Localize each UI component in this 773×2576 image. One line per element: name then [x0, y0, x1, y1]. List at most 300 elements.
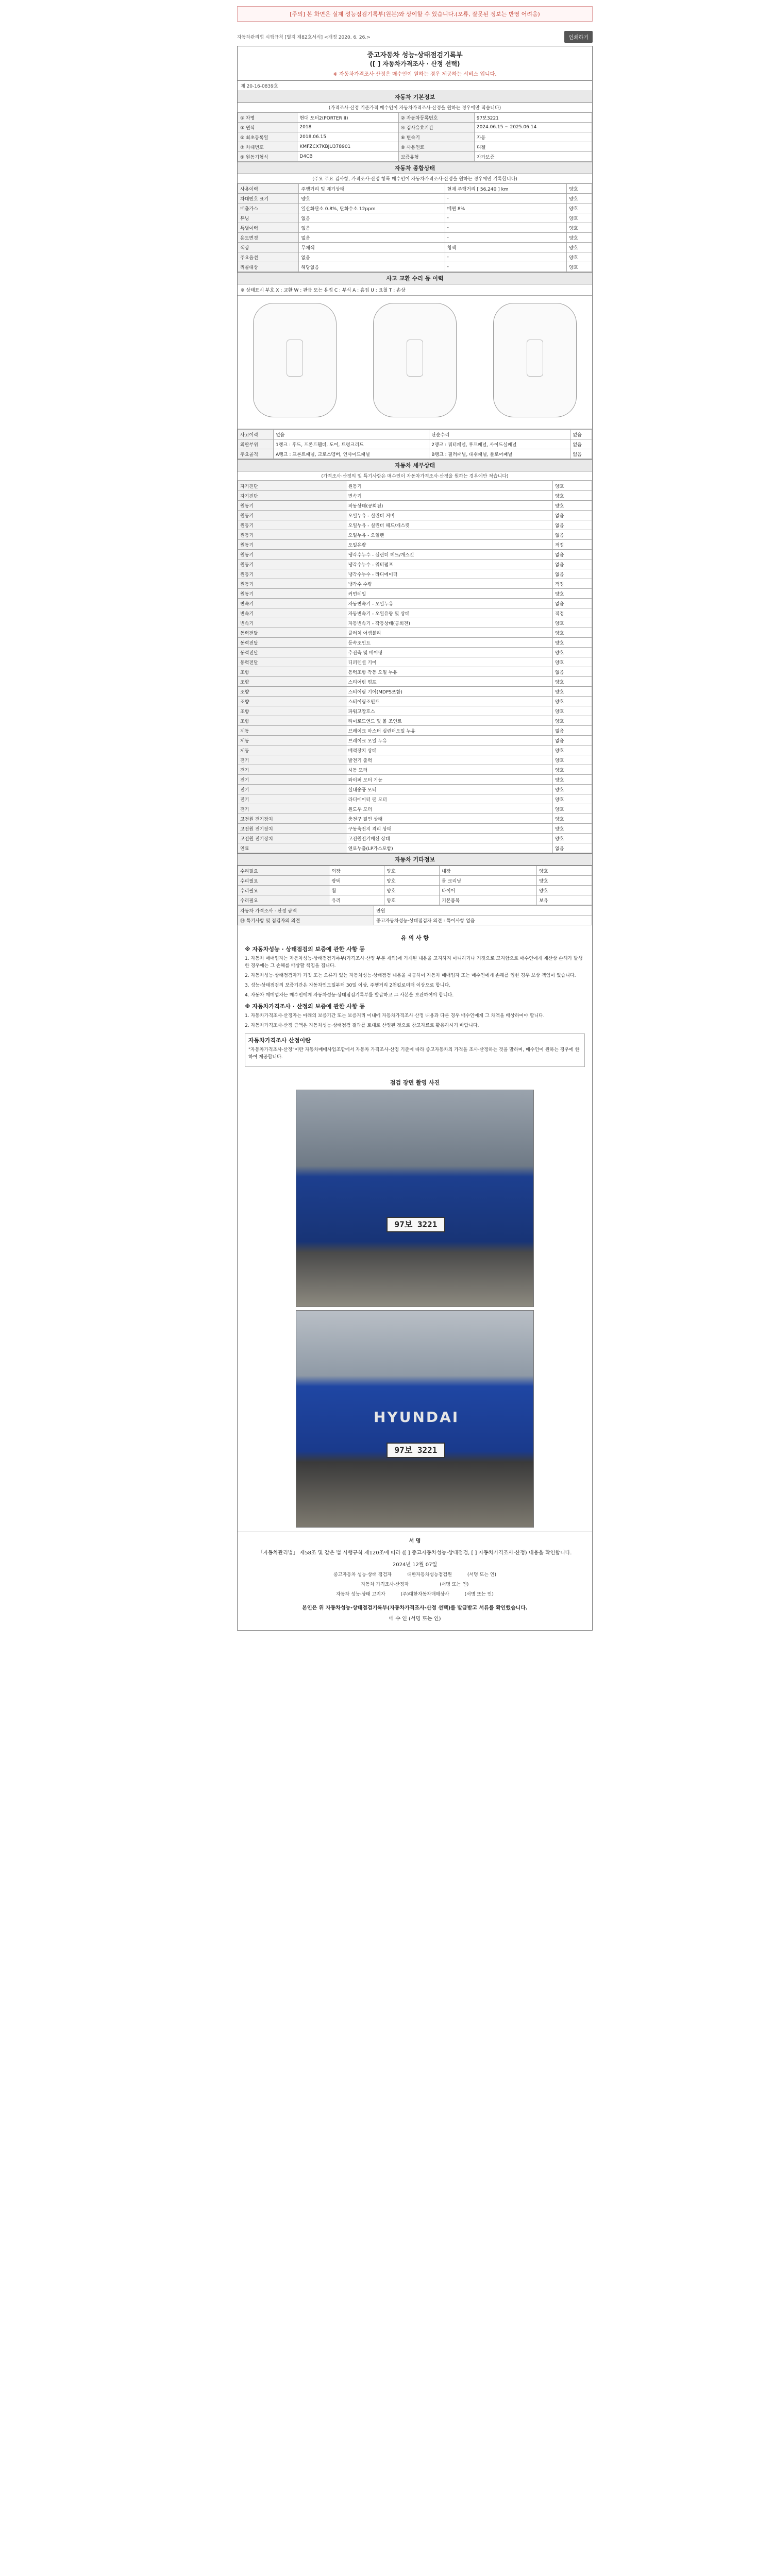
- general-status-cell: -: [445, 233, 567, 243]
- detail-status-row: [238, 765, 592, 775]
- detail-status-cell: 변속기: [238, 599, 346, 608]
- general-status-row: [238, 184, 592, 194]
- detail-status-cell: 타이로드엔드 및 볼 조인트: [346, 716, 552, 726]
- detail-status-row: [238, 814, 592, 824]
- other-info-cell: 수리필요: [238, 866, 329, 876]
- general-status-cell: 일산화탄소 0.8%, 탄화수소 12ppm: [299, 204, 445, 213]
- detail-status-row: [238, 599, 592, 608]
- detail-status-cell: 자동변속기 - 오일유량 및 상태: [346, 608, 552, 618]
- detail-status-cell: 배력장치 상태: [346, 745, 552, 755]
- detail-status-cell: 조향: [238, 697, 346, 706]
- detail-status-cell: 동력전달: [238, 628, 346, 638]
- detail-status-cell: 스티어링조인트: [346, 697, 552, 706]
- basic-info-cell: 2018.06.15: [297, 132, 398, 142]
- note-box-text: "자동차가격조사·산정"이란 자동차매매사업조합에서 자동차 가격조사·산정 기준에 따라 중고자동차의 가격을 조사·산정하는 것을 말하며, 매수인이 원하는 경우에 한하여 제공합니다.: [248, 1047, 580, 1060]
- detail-status-cell: 변속기: [238, 618, 346, 628]
- basic-info-row: [238, 132, 592, 142]
- other-info-table: [238, 866, 592, 905]
- general-status-cell: 없음: [299, 252, 445, 262]
- general-status-cell: 배출가스: [238, 204, 299, 213]
- other-info-row: [238, 866, 592, 876]
- general-status-cell: -: [445, 194, 567, 204]
- detail-status-row: [238, 677, 592, 687]
- detail-status-cell: 없음: [552, 569, 592, 579]
- detail-status-cell: 양호: [552, 755, 592, 765]
- detail-status-cell: 작동상태(공회전): [346, 501, 552, 511]
- general-status-row: [238, 213, 592, 223]
- section-general-sub: (주요 주요 검사항, 가격조사·산정 항목 매수인이 자동차가격조사·산정을 원하는 경우에만 기록합니다): [238, 174, 592, 183]
- basic-info-row: [238, 123, 592, 132]
- detail-status-cell: 원동기: [238, 501, 346, 511]
- basic-info-cell: ① 차명: [238, 113, 297, 123]
- detail-status-row: [238, 716, 592, 726]
- detail-status-cell: 시동 모터: [346, 765, 552, 775]
- basic-info-cell: 디젤: [474, 142, 592, 152]
- other-info-cell: 양호: [384, 895, 440, 905]
- general-status-cell: 매연 8%: [445, 204, 567, 213]
- detail-status-cell: 없음: [552, 530, 592, 540]
- print-button[interactable]: 인쇄하기: [564, 31, 593, 43]
- basic-info-cell: D4CB: [297, 152, 398, 162]
- detail-status-row: [238, 824, 592, 834]
- detail-status-cell: 없음: [552, 511, 592, 520]
- detail-status-cell: 양호: [552, 657, 592, 667]
- general-status-row: [238, 252, 592, 262]
- note-box: [245, 1033, 585, 1067]
- other-info-cell: 타이어: [440, 886, 537, 895]
- detail-status-cell: 조향: [238, 677, 346, 687]
- general-status-cell: 양호: [567, 213, 592, 223]
- detail-status-cell: 양호: [552, 804, 592, 814]
- detail-status-cell: 원동기: [238, 589, 346, 599]
- detail-status-row: [238, 667, 592, 677]
- general-status-cell: 현재 주행거리 [ 56,240 ] km: [445, 184, 567, 194]
- notes-title: 유 의 사 항: [401, 935, 429, 941]
- detail-status-cell: 원동기: [238, 579, 346, 589]
- other-info-cell: 기본품목: [440, 895, 537, 905]
- other-info-row: [238, 895, 592, 905]
- detail-status-cell: 동력조향 작동 오일 누유: [346, 667, 552, 677]
- detail-status-row: [238, 706, 592, 716]
- detail-status-cell: 조향: [238, 667, 346, 677]
- document-notice: ※ 자동차가격조사·산정은 매수인이 원하는 경우 제공하는 서비스 입니다.: [333, 72, 497, 77]
- detail-status-row: [238, 697, 592, 706]
- price-label: 자동차 가격조사 · 산정 금액: [238, 906, 374, 916]
- general-status-cell: 양호: [567, 233, 592, 243]
- detail-status-cell: 자기진단: [238, 481, 346, 491]
- signature-row: [238, 1581, 592, 1587]
- license-plate-2: 97보 3221: [386, 1443, 445, 1458]
- general-status-cell: 양호: [567, 194, 592, 204]
- detail-status-cell: 양호: [552, 716, 592, 726]
- detail-status-cell: 조향: [238, 687, 346, 697]
- detail-status-row: [238, 648, 592, 657]
- general-status-row: [238, 262, 592, 272]
- basic-info-cell: 97보3221: [474, 113, 592, 123]
- detail-status-cell: 전기: [238, 765, 346, 775]
- general-status-cell: 양호: [299, 194, 445, 204]
- detail-status-row: [238, 550, 592, 560]
- detail-status-cell: 양호: [552, 648, 592, 657]
- detail-status-cell: 변속기: [238, 608, 346, 618]
- general-status-cell: 색상: [238, 243, 299, 252]
- general-status-cell: 청색: [445, 243, 567, 252]
- note-paragraph: 1. 자동차가격조사·산정자는 아래의 보증기간 또는 보증거리 이내에 자동차가격조사·산정 내용과 다른 경우 매수인에게 그 차액을 배상하여야 합니다.: [245, 1013, 545, 1019]
- section-basic-title: 자동차 기본정보: [238, 91, 592, 103]
- detail-status-cell: 양호: [552, 824, 592, 834]
- detail-status-row: [238, 569, 592, 579]
- other-info-cell: 유리: [329, 895, 384, 905]
- detail-status-cell: 제동: [238, 726, 346, 736]
- signature-field: 자동차 성능·상태 고지자: [336, 1592, 385, 1597]
- detail-status-cell: 자동변속기 - 작동상태(공회전): [346, 618, 552, 628]
- detail-status-row: [238, 794, 592, 804]
- detail-status-cell: 자동변속기 - 오일누유: [346, 599, 552, 608]
- accident-cell: B랭크 : 필러패널, 대쉬패널, 플로어패널: [429, 449, 570, 459]
- detail-status-cell: 전기: [238, 794, 346, 804]
- detail-status-cell: 실내송풍 모터: [346, 785, 552, 794]
- detail-status-cell: 구동축전지 격리 상태: [346, 824, 552, 834]
- detail-status-cell: 양호: [552, 687, 592, 697]
- detail-status-cell: 오일누유 - 실린더 헤드/개스킷: [346, 520, 552, 530]
- detail-status-cell: 오일누유 - 오일팬: [346, 530, 552, 540]
- general-status-row: [238, 223, 592, 233]
- detail-status-cell: 변속기: [346, 491, 552, 501]
- detail-status-cell: 원동기: [346, 481, 552, 491]
- general-status-cell: 양호: [567, 223, 592, 233]
- other-info-cell: 내장: [440, 866, 537, 876]
- detail-status-cell: 양호: [552, 834, 592, 843]
- basic-info-cell: ⑧ 사용연료: [398, 142, 474, 152]
- detail-status-cell: 제동: [238, 736, 346, 745]
- basic-info-cell: ③ 연식: [238, 123, 297, 132]
- general-status-cell: 양호: [567, 243, 592, 252]
- detail-status-cell: 양호: [552, 765, 592, 775]
- document-wrapper: [237, 0, 593, 1631]
- signature-row: [238, 1571, 592, 1578]
- special-label: ⑭ 특기사항 및 점검자의 의견: [238, 916, 374, 925]
- detail-status-cell: 조향: [238, 716, 346, 726]
- basic-info-cell: ⑨ 원동기형식: [238, 152, 297, 162]
- basic-info-cell: KMFZCX7KBJU378901: [297, 142, 398, 152]
- detail-status-cell: 양호: [552, 775, 592, 785]
- other-info-cell: 수리필요: [238, 895, 329, 905]
- inspection-photo-rear: [296, 1310, 534, 1528]
- signature-field: 자동차 가격조사·산정자: [361, 1582, 409, 1587]
- signature-field: (서명 또는 인): [440, 1582, 469, 1587]
- general-status-cell: 무채색: [299, 243, 445, 252]
- special-value: 중고자동차성능·상태점검자 의견 : 특이사항 없음: [374, 916, 592, 925]
- detail-status-cell: 스티어링 펌프: [346, 677, 552, 687]
- signature-field: 대한자동차성능점검원: [407, 1572, 452, 1578]
- detail-status-cell: 고전원 전기장치: [238, 814, 346, 824]
- detail-status-row: [238, 628, 592, 638]
- detail-status-cell: 원동기: [238, 530, 346, 540]
- detail-status-cell: 브레이크 오일 누유: [346, 736, 552, 745]
- other-info-cell: 수리필요: [238, 876, 329, 886]
- notice-banner: [주의] 본 화면은 실제 성능점검기록부(원본)와 상이할 수 있습니다.(오류, 잘못된 정보는 반영 어려움): [237, 6, 593, 22]
- other-info-cell: 양호: [537, 876, 592, 886]
- section-detail-title: 자동차 세부상태: [238, 459, 592, 471]
- document-title: 중고자동차 성능·상태점검기록부: [367, 52, 463, 59]
- detail-status-cell: 원동기: [238, 550, 346, 560]
- notes-heading-1: ※ 자동차성능 · 상태점검의 보증에 관한 사항 등: [245, 946, 365, 953]
- detail-status-table: [238, 481, 592, 853]
- other-info-row: [238, 886, 592, 895]
- accident-cell: 사고이력: [238, 430, 274, 439]
- car-top-view: [373, 303, 457, 417]
- general-status-cell: 해당없음: [299, 262, 445, 272]
- detail-status-cell: 양호: [552, 481, 592, 491]
- notes-heading-2: ※ 자동차가격조사 · 산정의 보증에 관한 사항 등: [245, 1003, 365, 1010]
- notes-section: [238, 925, 592, 1072]
- detail-status-cell: 양호: [552, 491, 592, 501]
- general-status-cell: 차대번호 표기: [238, 194, 299, 204]
- signature-row: [238, 1590, 592, 1597]
- general-status-cell: -: [445, 213, 567, 223]
- general-status-cell: 주요옵션: [238, 252, 299, 262]
- detail-status-cell: 등속조인트: [346, 638, 552, 648]
- signature-text: 「자동차관리법」 제58조 및 같은 법 시행규칙 제120조에 따라 ([ ] 중고자동차성능·상태점검, [ ] 자동차가격조사·산정) 내용을 확인합니다.: [258, 1550, 572, 1556]
- general-status-row: [238, 243, 592, 252]
- detail-status-cell: 조향: [238, 706, 346, 716]
- detail-status-row: [238, 755, 592, 765]
- general-status-cell: 양호: [567, 262, 592, 272]
- detail-status-row: [238, 804, 592, 814]
- general-status-cell: 튜닝: [238, 213, 299, 223]
- accident-table: [238, 429, 592, 459]
- detail-status-cell: 동력전달: [238, 638, 346, 648]
- signature-field: (서명 또는 인): [467, 1572, 497, 1578]
- signature-field: (서명 또는 인): [464, 1592, 494, 1597]
- detail-status-row: [238, 608, 592, 618]
- accident-cell: 없음: [570, 430, 592, 439]
- photo-title: 점검 장면 촬영 사진: [390, 1079, 440, 1086]
- detail-status-cell: 고전원 전기장치: [238, 834, 346, 843]
- general-status-cell: 양호: [567, 204, 592, 213]
- accident-row: [238, 449, 592, 459]
- other-info-cell: 보유: [537, 895, 592, 905]
- detail-status-row: [238, 511, 592, 520]
- detail-status-cell: 원동기: [238, 569, 346, 579]
- basic-info-cell: 자동: [474, 132, 592, 142]
- license-plate-1: 97보 3221: [386, 1217, 445, 1232]
- signature-block: [238, 1532, 592, 1630]
- other-info-cell: 양호: [537, 886, 592, 895]
- car-right-view: [493, 303, 577, 417]
- detail-status-row: [238, 520, 592, 530]
- detail-status-cell: 오일누유 - 실린더 커버: [346, 511, 552, 520]
- general-status-cell: 특별이력: [238, 223, 299, 233]
- detail-status-cell: 냉각수 수량: [346, 579, 552, 589]
- detail-status-row: [238, 657, 592, 667]
- basic-info-cell: 자가보증: [474, 152, 592, 162]
- detail-status-row: [238, 745, 592, 755]
- inspection-photo-front: [296, 1090, 534, 1307]
- signature-receiver: 매 수 인 (서명 또는 인): [389, 1616, 441, 1622]
- brand-lettering: HYUNDAI: [374, 1409, 460, 1426]
- note-box-title: 자동차가격조사 산정이란: [248, 1037, 311, 1044]
- detail-status-cell: 커먼레일: [346, 589, 552, 599]
- other-info-cell: 광택: [329, 876, 384, 886]
- title-bar: [237, 31, 593, 43]
- signature-footer: 본인은 위 자동차성능·상태점검기록부(자동차가격조사·산정 선택)를 발급받고 서류를 확인했습니다.: [302, 1605, 528, 1611]
- detail-status-cell: 원동기: [238, 511, 346, 520]
- basic-info-row: [238, 113, 592, 123]
- other-info-cell: 룸 크리닝: [440, 876, 537, 886]
- detail-status-cell: 없음: [552, 667, 592, 677]
- detail-status-cell: 동력전달: [238, 648, 346, 657]
- general-status-table: [238, 183, 592, 272]
- other-info-cell: 양호: [384, 866, 440, 876]
- basic-info-cell: 2018: [297, 123, 398, 132]
- basic-info-cell: ⑤ 최초등록일: [238, 132, 297, 142]
- basic-info-cell: 보증유형: [398, 152, 474, 162]
- accident-cell: 없음: [570, 449, 592, 459]
- detail-status-cell: 양호: [552, 677, 592, 687]
- other-info-cell: 양호: [384, 876, 440, 886]
- detail-status-cell: 파워고압호스: [346, 706, 552, 716]
- detail-status-cell: 양호: [552, 814, 592, 824]
- car-left-view: [253, 303, 337, 417]
- detail-status-cell: 전기: [238, 775, 346, 785]
- detail-status-cell: 없음: [552, 550, 592, 560]
- form-reference: 자동차관리법 시행규칙 [별지 제82호서식] <개정 2020. 6. 26.>: [237, 35, 371, 40]
- detail-status-cell: 냉각수누수 - 라디에이터: [346, 569, 552, 579]
- basic-info-cell: ⑦ 차대번호: [238, 142, 297, 152]
- detail-status-row: [238, 687, 592, 697]
- price-value: 만원: [374, 906, 592, 916]
- accident-cell: 주요골격: [238, 449, 274, 459]
- general-status-cell: 없음: [299, 233, 445, 243]
- detail-status-cell: 원동기: [238, 520, 346, 530]
- general-status-cell: 사용이력: [238, 184, 299, 194]
- other-info-cell: 외장: [329, 866, 384, 876]
- general-status-cell: 없음: [299, 223, 445, 233]
- inspection-sheet: [237, 46, 593, 1631]
- other-info-cell: 양호: [384, 886, 440, 895]
- detail-status-cell: 연료: [238, 843, 346, 853]
- general-status-cell: -: [445, 223, 567, 233]
- detail-status-cell: 동력전달: [238, 657, 346, 667]
- accident-cell: 없음: [570, 439, 592, 449]
- detail-status-row: [238, 638, 592, 648]
- signature-field: (주)대한자동차매매상사: [400, 1592, 449, 1597]
- section-basic-sub: (가격조사·산정 기준가격 매수인이 자동차가격조사·산정을 원하는 경우에만 적습니다): [238, 103, 592, 112]
- accident-cell: 외판부위: [238, 439, 274, 449]
- general-status-cell: 양호: [567, 184, 592, 194]
- detail-status-row: [238, 540, 592, 550]
- detail-status-cell: 발전기 출력: [346, 755, 552, 765]
- document-subtitle: ([ ] 자동차가격조사 · 산정 선택): [369, 60, 460, 67]
- detail-status-cell: 양호: [552, 501, 592, 511]
- detail-status-row: [238, 775, 592, 785]
- detail-status-cell: 없음: [552, 599, 592, 608]
- detail-status-cell: 양호: [552, 589, 592, 599]
- detail-status-cell: 양호: [552, 628, 592, 638]
- detail-status-cell: 클러치 어셈블리: [346, 628, 552, 638]
- general-status-cell: -: [445, 252, 567, 262]
- other-info-cell: 휠: [329, 886, 384, 895]
- basic-info-cell: ② 자동차등록번호: [398, 113, 474, 123]
- detail-status-cell: 디퍼렌셜 기어: [346, 657, 552, 667]
- accident-cell: A랭크 : 프론트패널, 크로스멤버, 인사이드패널: [273, 449, 429, 459]
- section-detail-sub: (가격조사·산정의 및 특기사항은 매수인이 자동차가격조사·산정을 원하는 경우에만 적습니다): [238, 471, 592, 481]
- detail-status-cell: 없음: [552, 736, 592, 745]
- detail-status-cell: 원동기: [238, 560, 346, 569]
- detail-status-cell: 오일유량: [346, 540, 552, 550]
- detail-status-cell: 고전원 전기장치: [238, 824, 346, 834]
- note-paragraph: 1. 자동차 매매업자는 자동차성능·상태점검기록부(가격조사·산정 부분 제외)에 기재된 내용을 고지하지 아니하거나 거짓으로 고지함으로 매수인에게 재산상 손해가 발생한 경우에는 그 손해를 배상할 책임을 집니다.: [245, 956, 583, 969]
- detail-status-row: [238, 481, 592, 491]
- detail-status-cell: 냉각수누수 - 워터펌프: [346, 560, 552, 569]
- detail-status-row: [238, 726, 592, 736]
- other-info-row: [238, 876, 592, 886]
- basic-info-cell: ⑥ 변속기: [398, 132, 474, 142]
- detail-status-cell: 양호: [552, 697, 592, 706]
- detail-status-cell: 스티어링 기어(MDPS포함): [346, 687, 552, 697]
- detail-status-cell: 브레이크 마스터 실린더오일 누유: [346, 726, 552, 736]
- signature-field: 중고자동차 성능·상태 점검자: [333, 1572, 392, 1578]
- general-status-cell: 용도변경: [238, 233, 299, 243]
- detail-status-cell: 없음: [552, 520, 592, 530]
- accident-row: [238, 430, 592, 439]
- general-status-cell: 리콜대상: [238, 262, 299, 272]
- detail-status-cell: 양호: [552, 745, 592, 755]
- basic-info-cell: ④ 검사유효기간: [398, 123, 474, 132]
- document-number: 제 20-16-0839호: [241, 84, 278, 89]
- detail-status-cell: 전기: [238, 804, 346, 814]
- detail-status-cell: 없음: [552, 843, 592, 853]
- general-status-cell: 없음: [299, 213, 445, 223]
- basic-info-cell: 2024.06.15 ~ 2025.06.14: [474, 123, 592, 132]
- note-paragraph: 3. 성능·상태점검의 보증기간은 자동차인도일부터 30일 이상, 주행거리 2천킬로미터 이상으로 합니다.: [245, 983, 451, 988]
- general-status-row: [238, 194, 592, 204]
- detail-status-cell: 고전원전기배선 상태: [346, 834, 552, 843]
- detail-status-row: [238, 530, 592, 540]
- signature-title: 서 명: [409, 1538, 421, 1544]
- general-status-row: [238, 204, 592, 213]
- detail-status-cell: 라디에이터 팬 모터: [346, 794, 552, 804]
- detail-status-cell: 없음: [552, 726, 592, 736]
- note-paragraph: 4. 자동차 매매업자는 매수인에게 자동차성능·상태점검기록부를 발급하고 그 사본을 보관하여야 합니다.: [245, 993, 454, 998]
- basic-info-table: [238, 112, 592, 162]
- detail-status-cell: 충전구 절연 상태: [346, 814, 552, 824]
- note-paragraph: 2. 자동차가격조사·산정 금액은 자동차성능·상태점검 결과를 토대로 산정된 것으로 참고자료로 활용하시기 바랍니다.: [245, 1023, 479, 1028]
- detail-status-cell: 적정: [552, 579, 592, 589]
- detail-status-cell: 양호: [552, 785, 592, 794]
- detail-status-cell: 적정: [552, 540, 592, 550]
- section-general-title: 자동차 종합상태: [238, 162, 592, 174]
- detail-status-row: [238, 834, 592, 843]
- basic-info-cell: 현대 포터2(PORTER II): [297, 113, 398, 123]
- detail-status-cell: 양호: [552, 706, 592, 716]
- accident-cell: 1랭크 : 후드, 프론트휀더, 도어, 트렁크리드: [273, 439, 429, 449]
- detail-status-row: [238, 589, 592, 599]
- accident-cell: 2랭크 : 쿼터패널, 루프패널, 사이드실패널: [429, 439, 570, 449]
- general-status-cell: 양호: [567, 252, 592, 262]
- accident-row: [238, 439, 592, 449]
- detail-status-cell: 자기진단: [238, 491, 346, 501]
- detail-status-row: [238, 560, 592, 569]
- vehicle-diagram: [238, 296, 592, 429]
- detail-status-cell: 냉각수누수 - 실린더 헤드/개스킷: [346, 550, 552, 560]
- general-status-cell: 주행거리 및 계기상태: [299, 184, 445, 194]
- other-info-cell: 수리필요: [238, 886, 329, 895]
- detail-status-row: [238, 785, 592, 794]
- detail-status-cell: 없음: [552, 560, 592, 569]
- detail-status-cell: 전기: [238, 785, 346, 794]
